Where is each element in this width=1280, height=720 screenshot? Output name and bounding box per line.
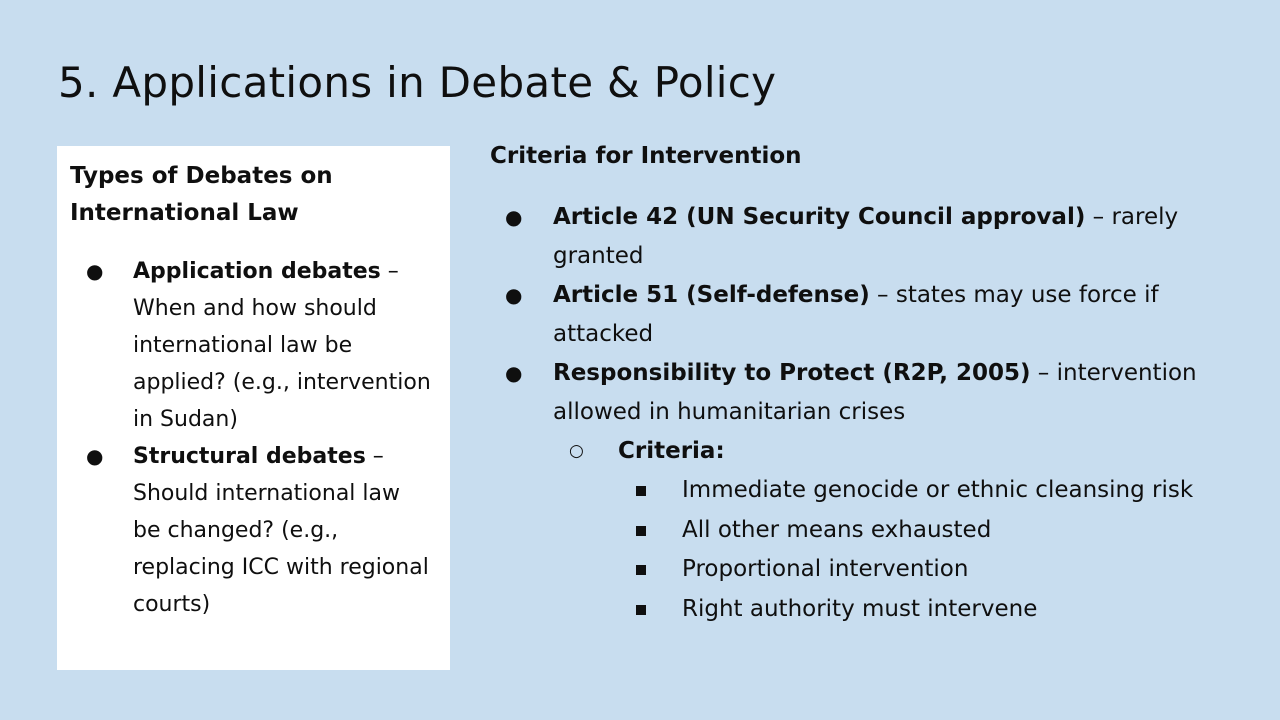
disc-bullet-icon: ● (505, 361, 523, 385)
list-item (57, 438, 433, 623)
debate-types-box (57, 146, 450, 670)
square-bullet-icon (636, 565, 646, 575)
criterion-text: Immediate genocide or ethnic cleansing risk (682, 477, 1194, 503)
item-text: – When and how should international law be applied? (e.g., intervention in Sudan) (133, 259, 431, 432)
debate-types-heading: Types of Debates on International Law (70, 163, 333, 226)
criterion-text: Right authority must intervene (682, 595, 1038, 622)
item-bold-label: Article 51 (Self-defense) (553, 282, 870, 308)
slide-title: 5. Applications in Debate & Policy (58, 58, 777, 107)
item-bold-label: Responsibility to Protect (R2P, 2005) (553, 360, 1031, 386)
list-item (490, 354, 1233, 629)
item-text: – intervention allowed in humanitarian crises (553, 360, 1197, 425)
item-bold-label: Application debates (133, 259, 381, 284)
square-bullet-icon (636, 605, 646, 615)
list-item (618, 511, 1234, 551)
circle-bullet-icon: ○ (569, 441, 584, 461)
criteria-heading: Criteria for Intervention (490, 143, 802, 169)
criteria-list (490, 198, 1250, 629)
list-item (618, 550, 1234, 590)
square-bullet-icon (636, 486, 646, 496)
criterion-text: All other means exhausted (682, 516, 992, 543)
list-item (490, 198, 1233, 276)
item-bold-label: Structural debates (133, 444, 366, 469)
disc-bullet-icon: ● (86, 259, 104, 283)
list-item (57, 253, 433, 438)
list-item (554, 432, 1234, 629)
disc-bullet-icon: ● (505, 205, 523, 229)
list-item (618, 471, 1234, 511)
criterion-text: Proportional intervention (682, 556, 969, 582)
disc-bullet-icon: ● (505, 283, 523, 307)
item-text: – states may use force if attacked (553, 282, 1159, 347)
item-bold-label: Article 42 (UN Security Council approval) (553, 204, 1086, 230)
item-text: – Should international law be changed? (e.g., replacing ICC with regional courts) (133, 444, 429, 617)
list-item (490, 276, 1233, 354)
r2p-criteria-list (618, 471, 1234, 629)
disc-bullet-icon: ● (86, 444, 104, 468)
debate-types-list (57, 253, 447, 623)
square-bullet-icon (636, 526, 646, 536)
list-item (618, 590, 1234, 630)
sub-heading: Criteria: (618, 438, 725, 464)
r2p-sub-list (554, 432, 1234, 629)
item-text: – rarely granted (553, 204, 1179, 269)
